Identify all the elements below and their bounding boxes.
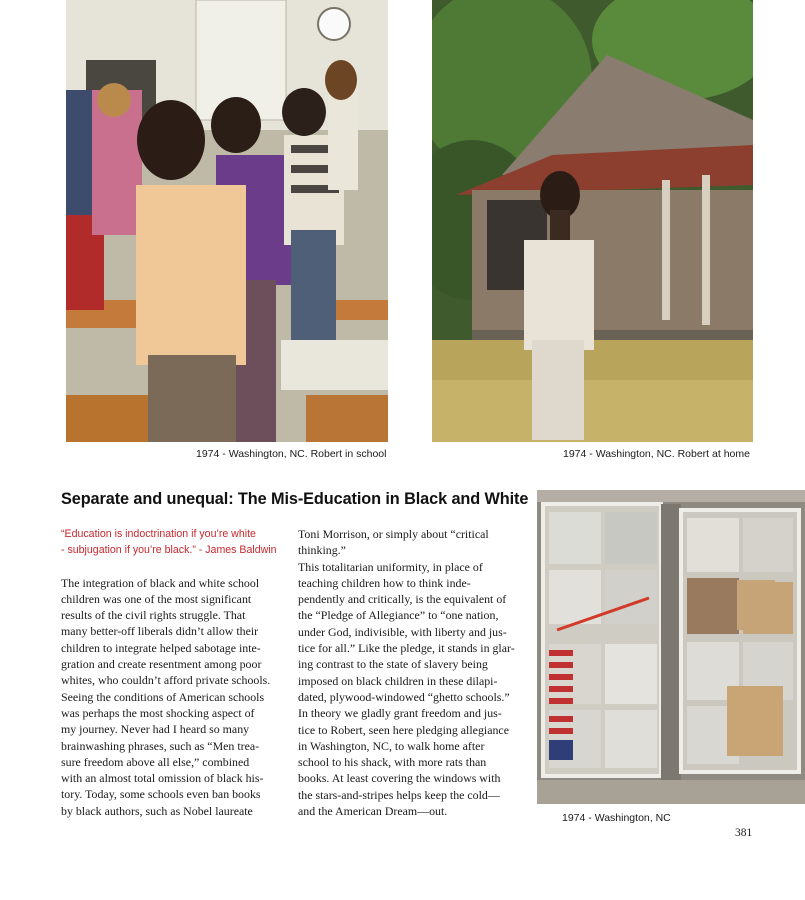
body-line: under God, indivisible, with liberty and jus- bbox=[298, 624, 507, 639]
body-line: brainwashing phrases, such as “Men trea- bbox=[61, 738, 260, 753]
photo-robert-in-school bbox=[66, 0, 388, 442]
page-number: 381 bbox=[735, 827, 753, 839]
photo-window-with-flag bbox=[537, 490, 805, 804]
body-line: school to his shack, with more rats than bbox=[298, 755, 487, 770]
body-line: the “Pledge of Allegiance” to “one nation, bbox=[298, 608, 499, 623]
body-line: was perhaps the most shocking aspect of bbox=[61, 705, 255, 720]
body-line: teaching children how to think inde- bbox=[298, 575, 471, 590]
body-line: my journey. Never had I heard so many bbox=[61, 722, 250, 737]
body-line: imposed on black children in these dilapi- bbox=[298, 673, 498, 688]
body-line: the stars-and-stripes helps keep the cold— bbox=[298, 787, 500, 802]
pull-quote-line: “Education is indoctrination if you’re white bbox=[61, 528, 256, 540]
body-line: children to integrate helped sabotage inte- bbox=[61, 640, 261, 655]
body-line: ing contrast to the state of slavery being bbox=[298, 657, 488, 672]
body-line: children was one of the most significant bbox=[61, 591, 252, 606]
body-line: in Washington, NC, to walk home after bbox=[298, 738, 485, 753]
photo-caption-school: 1974 - Washington, NC. Robert in school bbox=[196, 448, 387, 460]
photo-caption-home: 1974 - Washington, NC. Robert at home bbox=[563, 448, 750, 460]
body-line: gration and create resentment among poor bbox=[61, 657, 262, 672]
body-line: whites, who couldn’t afford private schools. bbox=[61, 673, 271, 688]
body-paragraph bbox=[61, 575, 287, 819]
body-line: by black authors, such as Nobel laureate bbox=[61, 803, 253, 818]
body-line: and the American Dream—out. bbox=[298, 804, 448, 819]
photo-robert-at-home bbox=[432, 0, 753, 442]
body-line: dated, plywood-windowed “ghetto schools.” bbox=[298, 689, 510, 704]
pull-quote-line: - subjugation if you’re black.” - James Baldwin bbox=[61, 544, 277, 557]
body-line: In theory we gladly grant freedom and jus- bbox=[298, 706, 502, 721]
body-line: sure freedom above all else,” combined bbox=[61, 754, 250, 769]
body-paragraph bbox=[298, 526, 524, 819]
article-right-column bbox=[298, 526, 524, 819]
article-title: Separate and unequal: The Mis-Education in Black and White bbox=[61, 490, 529, 508]
body-line: books. At least covering the windows with bbox=[298, 771, 501, 786]
body-line: This totalitarian uniformity, in place of bbox=[298, 559, 483, 574]
body-line: tice to Robert, seen here pledging allegiance bbox=[298, 722, 509, 737]
body-line: Toni Morrison, or simply about “critical bbox=[298, 527, 489, 541]
body-line: pendently and critically, is the equivalent of bbox=[298, 592, 507, 607]
body-line: Seeing the conditions of American schools bbox=[61, 689, 265, 704]
body-line: many better-off liberals didn’t allow their bbox=[61, 624, 259, 639]
article-left-column bbox=[61, 526, 287, 819]
body-line: with an almost total omission of black his- bbox=[61, 771, 264, 786]
body-line: tory. Today, some schools even ban books bbox=[61, 787, 261, 802]
photo-caption-window: 1974 - Washington, NC bbox=[562, 812, 671, 824]
pull-quote bbox=[61, 526, 287, 559]
body-line: thinking.” bbox=[298, 543, 346, 558]
body-line: The integration of black and white school bbox=[61, 575, 260, 590]
body-line: results of the civil rights struggle. That bbox=[61, 608, 246, 623]
body-line: tice for all.” Like the pledge, it stands in glar- bbox=[298, 641, 515, 656]
